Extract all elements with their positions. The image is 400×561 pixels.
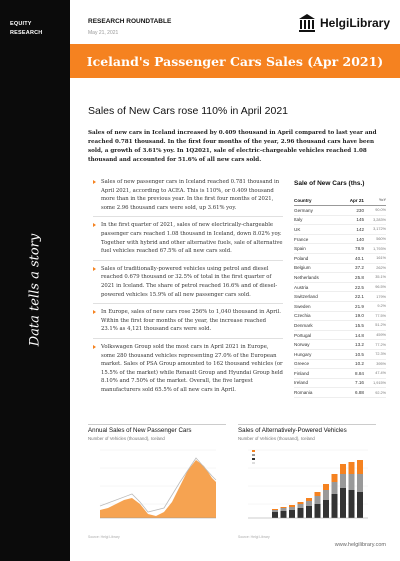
chart-subtitle: Number of Vehicles (thousand), Iceland: [88, 436, 165, 441]
bar-segment: [272, 512, 278, 518]
table-row: [294, 225, 386, 235]
country-cell: France: [294, 236, 309, 242]
key-point: Sales of new passenger cars in Iceland reached 0.781 thousand in April 2021, according to ACEA. This is 110%, or 0.409 thousand more than in the previous year. In the first four months of 2021, some 2.96 thousand cars were sold, up 3.61% yoy.: [93, 178, 283, 217]
table-row: [294, 273, 386, 283]
chart-source: Source: Helgi Library: [88, 535, 120, 539]
value-cell: 13.2: [355, 342, 364, 348]
table-row: [294, 235, 386, 245]
table-row: [294, 379, 386, 389]
yoy-cell: 9.2%: [377, 304, 386, 309]
annual-sales-chart: [88, 424, 226, 539]
country-cell: Belgium: [294, 265, 311, 271]
yoy-cell: 395%: [376, 361, 386, 366]
country-cell: UK: [294, 226, 301, 232]
annual-sales-area-plot: [88, 442, 226, 528]
country-cell: Netherlands: [294, 274, 319, 280]
country-cell: Italy: [294, 217, 303, 223]
yoy-cell: 1,915%: [373, 380, 386, 385]
bar-segment: [281, 507, 287, 508]
table-header-row: [294, 195, 386, 206]
yoy-cell: 262%: [376, 265, 386, 270]
value-cell: 10.5: [355, 351, 364, 357]
bar-segment: [323, 500, 329, 518]
value-cell: 230: [356, 207, 364, 213]
bar-segment: [349, 474, 355, 490]
bar-segment: [332, 494, 338, 518]
table-row: [294, 388, 386, 398]
value-cell: 7.16: [355, 380, 364, 386]
table-row: [294, 350, 386, 360]
bar-segment: [357, 460, 363, 474]
bar-segment: [281, 511, 287, 518]
value-cell: 22.1: [355, 294, 364, 300]
alt-powered-chart: [238, 424, 376, 539]
yoy-cell: 51.2%: [375, 323, 386, 328]
table-row: [294, 206, 386, 216]
bar-segment: [323, 484, 329, 490]
yoy-cell: 96.5%: [375, 285, 386, 290]
country-cell: Sweden: [294, 303, 311, 309]
country-cell: Norway: [294, 342, 310, 348]
yoy-cell: 1,793%: [373, 246, 386, 251]
yoy-cell: 77.5%: [375, 313, 386, 318]
value-cell: 15.5: [355, 322, 364, 328]
bar-segment: [289, 510, 295, 518]
report-tag: [10, 20, 42, 38]
bar-segment: [349, 462, 355, 474]
yoy-cell: 90.0%: [375, 208, 386, 213]
country-cell: Spain: [294, 246, 306, 252]
bar-segment: [332, 474, 338, 482]
value-cell: 22.5: [355, 284, 364, 290]
bar-segment: [357, 474, 363, 492]
bar-segment: [315, 492, 321, 496]
bar-segment: [289, 507, 295, 510]
value-cell: 140: [356, 236, 364, 242]
value-cell: 6.88: [355, 390, 364, 396]
value-cell: 37.2: [355, 265, 364, 271]
country-cell: Portugal: [294, 332, 312, 338]
bar-segment: [340, 464, 346, 474]
yoy-cell: 35.1%: [375, 275, 386, 280]
country-sales-table: [294, 180, 386, 398]
bar-segment: [298, 502, 304, 504]
table-row: [294, 302, 386, 312]
country-cell: Germany: [294, 207, 313, 213]
report-title: Iceland's Passenger Cars Sales (Apr 2021): [86, 53, 384, 69]
value-cell: 21.9: [355, 303, 364, 309]
yoy-cell: 47.4%: [375, 371, 386, 376]
table-title: Sale of New Cars (ths.): [294, 180, 365, 187]
tag-line-2: RESEARCH: [10, 30, 43, 36]
table-row: [294, 216, 386, 226]
bar-segment: [349, 490, 355, 518]
col-header-country: Country: [294, 197, 312, 203]
key-point: Volkswagen Group sold the most cars in April 2021 in Europe, some 280 thousand vehicles representing 27.0% of the European market. Sales of PSA Group amounted to 162 thousand vehicles (or 15.5% of the market) while Renault Group and Hyundai Group held 8.10% and 7.50% of the market. Overall, the five largest manufacturers sold 65.5% of all new cars in April.: [93, 343, 283, 399]
bar-segment: [357, 492, 363, 518]
key-points-list: [93, 178, 283, 402]
country-cell: Hungary: [294, 351, 312, 357]
bar-segment: [340, 474, 346, 488]
key-point: In Europe, sales of new cars rose 256% to 1,040 thousand in April. Within the first four months of the year, the increase reached 23.1% as 4,121 thousand cars were sold.: [93, 308, 283, 339]
country-cell: Greece: [294, 361, 310, 367]
helgi-library-logo[interactable]: [298, 12, 390, 36]
bar-segment: [281, 508, 287, 511]
bar-segment: [315, 504, 321, 518]
chart-subtitle: Number of Vehicles (thousand), Iceland: [238, 436, 315, 441]
footer-url[interactable]: www.helgilibrary.com: [334, 542, 386, 548]
country-cell: Poland: [294, 255, 309, 261]
yoy-cell: 560%: [376, 237, 386, 242]
col-header-value: Apr 21: [349, 197, 364, 203]
table-body: [294, 206, 386, 398]
value-cell: 19.0: [355, 313, 364, 319]
chart-title: Sales of Alternatively-Powered Vehicles: [238, 424, 376, 434]
country-cell: Denmark: [294, 322, 313, 328]
bar-segment: [315, 496, 321, 504]
table-row: [294, 283, 386, 293]
yoy-cell: 3,283%: [373, 217, 386, 222]
table-row: [294, 331, 386, 341]
table-row: [294, 292, 386, 302]
table-row: [294, 340, 386, 350]
bar-segment: [340, 488, 346, 518]
logo-text: HelgiLibrary: [320, 16, 391, 30]
table-row: [294, 264, 386, 274]
value-cell: 40.1: [355, 255, 364, 261]
bar-segment: [272, 509, 278, 510]
value-cell: 10.2: [355, 361, 364, 367]
value-cell: 8.84: [355, 370, 364, 376]
table-row: [294, 312, 386, 322]
table-row: [294, 321, 386, 331]
sidebar: [0, 0, 70, 561]
title-banner: [70, 44, 400, 78]
country-cell: Austria: [294, 284, 309, 290]
value-cell: 14.8: [355, 332, 364, 338]
article-lead: Sales of new cars in Iceland increased by 0.409 thousand in April compared to last year and reached 0.781 thousand. In the first four months of the year, 2.96 thousand cars have been sold, a growth of 3.61% yoy. In 1Q2021, sale of electric-chargeable vehicles reached 1.08 thousand and accounted for 51.6% of all new cars sold.: [88, 130, 377, 164]
chart-source: Source: Helgi Library: [238, 535, 270, 539]
article-subhead: Sales of New Cars rose 110% in April 2021: [88, 105, 288, 117]
table-row: [294, 244, 386, 254]
bar-segment: [323, 490, 329, 500]
country-cell: Romania: [294, 390, 313, 396]
country-cell: Switzerland: [294, 294, 318, 300]
bar-segment: [298, 508, 304, 518]
value-cell: 25.8: [355, 274, 364, 280]
yoy-cell: 3,172%: [373, 227, 386, 232]
library-building-icon: [298, 13, 316, 37]
bar-segment: [306, 501, 312, 506]
key-point: In the first quarter of 2021, sales of new electrically-chargeable passenger cars reached 1.08 thousand in Iceland, down 8.02% yoy. Together with hybrid and other alternative fuels, sale of alternative fuel vehicles reached 67.5% of all new cars sold.: [93, 221, 283, 260]
country-cell: Ireland: [294, 380, 309, 386]
value-cell: 142: [356, 226, 364, 232]
country-cell: Czechia: [294, 313, 311, 319]
table-row: [294, 369, 386, 379]
publish-date: May 21, 2021: [88, 30, 119, 36]
bar-segment: [332, 482, 338, 494]
yoy-cell: 77.2%: [375, 342, 386, 347]
key-point: Sales of traditionally-powered vehicles using petrol and diesel reached 0.679 thousand or 32.5% of total in the first quarter of 2021 in Iceland. The share of petrol reached 16.6% and of diesel-powered vehicles 15.9% of all new passenger cars sold.: [93, 265, 283, 304]
bar-segment: [306, 506, 312, 518]
bar-segment: [306, 498, 312, 501]
chart-title: Annual Sales of New Passenger Cars: [88, 424, 226, 434]
yoy-cell: 459%: [376, 333, 386, 338]
yoy-cell: 179%: [376, 294, 386, 299]
yoy-cell: 72.3%: [375, 352, 386, 357]
table-row: [294, 254, 386, 264]
col-header-yoy: YoY: [378, 198, 386, 202]
section-label: RESEARCH ROUNDTABLE: [88, 18, 172, 25]
table-row: [294, 360, 386, 370]
bar-segment: [289, 505, 295, 507]
value-cell: 78.9: [355, 246, 364, 252]
country-cell: Finland: [294, 370, 310, 376]
sidebar-slogan: Data tells a story: [27, 233, 43, 347]
yoy-cell: 161%: [376, 256, 386, 261]
tag-line-1: EQUITY: [10, 21, 32, 27]
bar-segment: [272, 510, 278, 512]
bar-segment: [298, 504, 304, 508]
value-cell: 145: [356, 217, 364, 223]
yoy-cell: 92.2%: [375, 390, 386, 395]
alt-powered-bar-plot: [238, 442, 376, 528]
